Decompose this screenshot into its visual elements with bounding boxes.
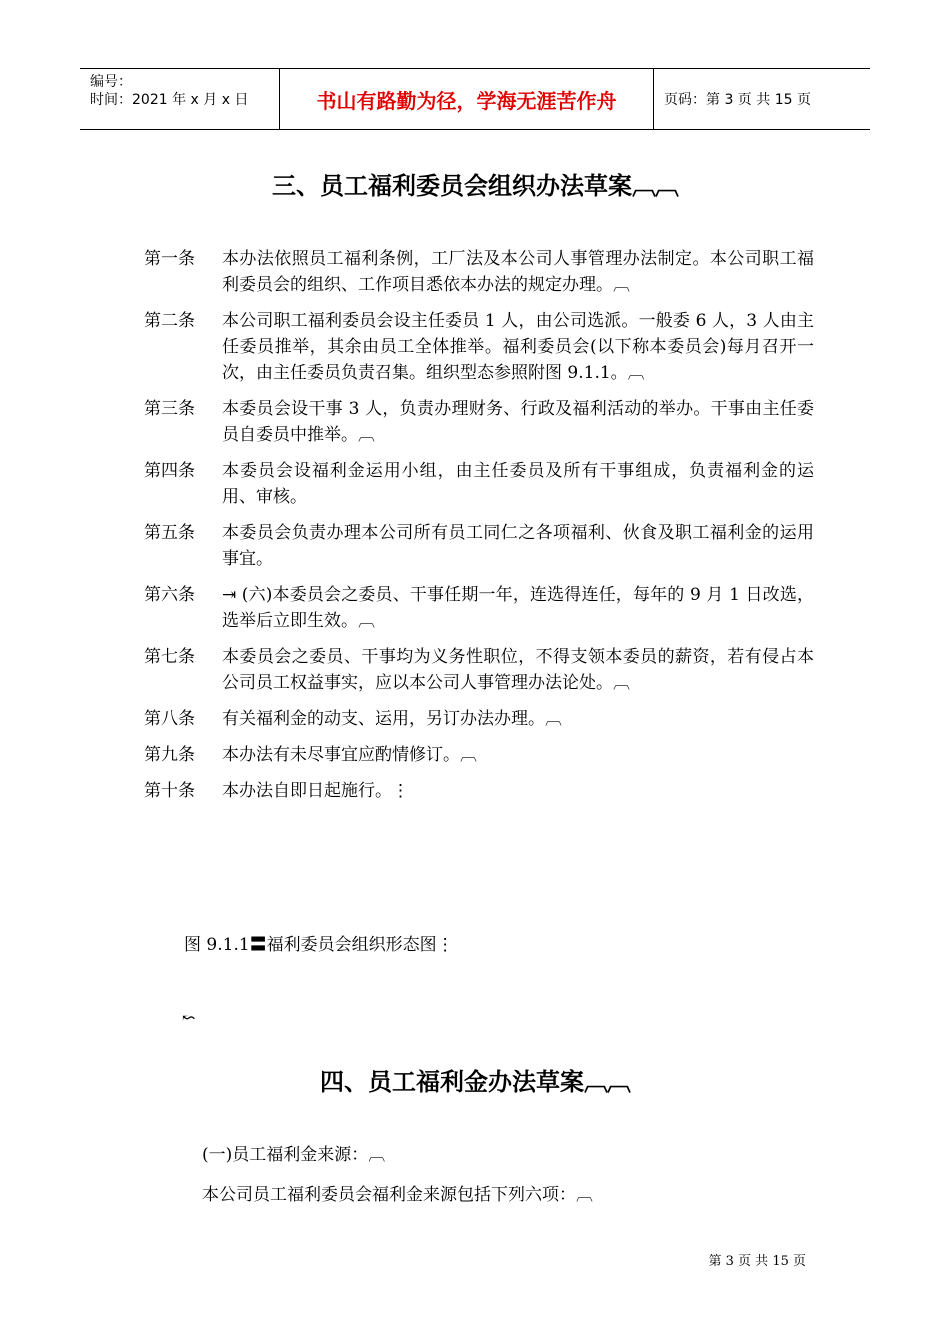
article-number: 第九条 bbox=[144, 745, 195, 765]
time-label: 时间：2021 年 x 月 x 日 bbox=[90, 92, 249, 108]
section4-title bbox=[0, 1062, 950, 1097]
header-table bbox=[80, 68, 870, 130]
article-number: 第八条 bbox=[144, 709, 195, 729]
article-text: 本委员会之委员、干事均为义务性职位，不得支领本委员的薪资，若有侵占本公司员工权益事实，应以本公司人事管理办法论处。︹ bbox=[222, 647, 814, 693]
decorative-glyph-icon: ↜ bbox=[182, 1008, 196, 1027]
article-text: 本办法依照员工福利条例，工厂法及本公司人事管理办法制定。本公司职工福利委员会的组织、工作项目悉依本办法的规定办理。︹ bbox=[222, 249, 814, 295]
article-number: 第五条 bbox=[144, 523, 195, 543]
article bbox=[144, 778, 814, 804]
article-text: 本委员会负责办理本公司所有员工同仁之各项福利、伙食及职工福利金的运用事宜。 bbox=[222, 523, 814, 569]
article bbox=[144, 308, 814, 386]
article-number: 第二条 bbox=[144, 311, 195, 331]
section4-title-text: 四、员工福利金办法草案 bbox=[320, 1068, 584, 1096]
article-number: 第三条 bbox=[144, 399, 195, 419]
article bbox=[144, 644, 814, 696]
page-footer: 第 3 页 共 15 页 bbox=[708, 1254, 806, 1269]
motto: 书山有路勤为径，学海无涯苦作舟 bbox=[280, 69, 654, 129]
article-text: 本委员会设福利金运用小组，由主任委员及所有干事组成，负责福利金的运用、审核。 bbox=[222, 461, 814, 507]
article-text: ⇥ (六)本委员会之委员、干事任期一年，连选得连任，每年的 9 月 1 日改选，选举后立即生效。︹ bbox=[222, 585, 814, 631]
section4-title-mark: ︹︹ bbox=[584, 1068, 630, 1096]
article-text: 本委员会设干事 3 人，负责办理财务、行政及福利活动的举办。干事由主任委员自委员中推举。︹ bbox=[222, 399, 814, 445]
article bbox=[144, 742, 814, 768]
section3-title bbox=[0, 166, 950, 201]
article-text: 有关福利金的动支、运用，另订办法办理。︹ bbox=[222, 709, 562, 729]
article-number: 第一条 bbox=[144, 249, 195, 269]
article-list bbox=[144, 246, 814, 814]
article-number: 第十条 bbox=[144, 781, 195, 801]
article bbox=[144, 706, 814, 732]
section4-paragraph-1: (一)员工福利金来源：︹ bbox=[202, 1145, 386, 1165]
article bbox=[144, 246, 814, 298]
header-meta-cell bbox=[80, 69, 280, 129]
article-text: 本办法自即日起施行。⋮ bbox=[222, 781, 409, 801]
section3-title-text: 三、员工福利委员会组织办法草案 bbox=[272, 172, 632, 200]
article-text: 本办法有未尽事宜应酌情修订。︹ bbox=[222, 745, 477, 765]
article-number: 第四条 bbox=[144, 461, 195, 481]
section4-paragraph-2: 本公司员工福利委员会福利金来源包括下列六项：︹ bbox=[202, 1185, 593, 1205]
article-number: 第六条 bbox=[144, 585, 195, 605]
article bbox=[144, 582, 814, 634]
article bbox=[144, 458, 814, 510]
code-label: 编号： bbox=[90, 74, 132, 90]
article bbox=[144, 520, 814, 572]
section3-title-mark: ︹︹ bbox=[632, 172, 678, 200]
article-number: 第七条 bbox=[144, 647, 195, 667]
article-text: 本公司职工福利委员会设主任委员 1 人，由公司选派。一般委 6 人，3 人由主任委员推举，其余由员工全体推举。福利委员会(以下称本委员会)每月召开一次，由主任委员负责召集。组织型态参照附图 9.1.1。︹ bbox=[222, 311, 814, 383]
figure-caption: 图 9.1.1〓福利委员会组织形态图⋮ bbox=[184, 935, 454, 955]
article bbox=[144, 396, 814, 448]
page-info: 页码：第 3 页 共 15 页 bbox=[664, 92, 811, 108]
